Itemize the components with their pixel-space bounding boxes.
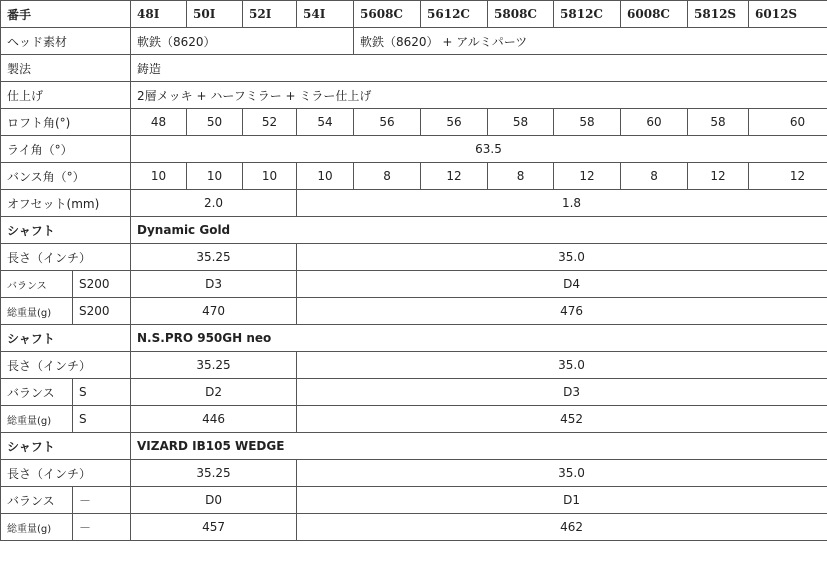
lie-row	[1, 136, 827, 163]
bounce-cell: 12	[554, 163, 621, 190]
model-cell: 5808C	[488, 1, 554, 28]
flex-cell: －	[73, 487, 131, 514]
head-material-iron: 軟鉄（8620）	[131, 28, 354, 55]
lie-value: 63.5	[131, 136, 827, 163]
model-cell: 50I	[187, 1, 243, 28]
row-label: バランス	[1, 379, 73, 406]
shaft-name: Dynamic Gold	[131, 217, 827, 244]
shaft-row	[1, 433, 827, 460]
balance-iron: D3	[131, 271, 297, 298]
row-label: バンス角（°）	[1, 163, 131, 190]
spec-table-body	[1, 1, 827, 541]
model-cell: 5812C	[554, 1, 621, 28]
loft-cell: 58	[488, 109, 554, 136]
flex-cell: S	[73, 379, 131, 406]
loft-cell: 52	[243, 109, 297, 136]
bounce-cell: 10	[243, 163, 297, 190]
loft-cell: 50	[187, 109, 243, 136]
header-row	[1, 1, 827, 28]
model-cell: 5612C	[421, 1, 488, 28]
bounce-row	[1, 163, 827, 190]
header-label: 番手	[1, 1, 131, 28]
weight-wedge: 462	[297, 514, 827, 541]
loft-cell: 56	[354, 109, 421, 136]
offset-iron: 2.0	[131, 190, 297, 217]
model-cell: 6008C	[621, 1, 688, 28]
row-label: ロフト角(°)	[1, 109, 131, 136]
length-iron: 35.25	[131, 352, 297, 379]
model-cell: 48I	[131, 1, 187, 28]
loft-row	[1, 109, 827, 136]
length-row	[1, 244, 827, 271]
weight-row	[1, 514, 827, 541]
weight-row	[1, 406, 827, 433]
loft-cell: 58	[554, 109, 621, 136]
loft-cell: 48	[131, 109, 187, 136]
bounce-cell: 12	[688, 163, 749, 190]
method-value: 鋳造	[131, 55, 827, 82]
flex-cell: S	[73, 406, 131, 433]
loft-cell: 54	[297, 109, 354, 136]
row-label: 総重量(g)	[1, 406, 73, 433]
length-wedge: 35.0	[297, 460, 827, 487]
weight-wedge: 452	[297, 406, 827, 433]
weight-iron: 470	[131, 298, 297, 325]
bounce-cell: 10	[297, 163, 354, 190]
flex-cell: S200	[73, 271, 131, 298]
shaft-name: VIZARD IB105 WEDGE	[131, 433, 827, 460]
length-iron: 35.25	[131, 244, 297, 271]
row-label: ライ角（°）	[1, 136, 131, 163]
row-label: 製法	[1, 55, 131, 82]
row-label: オフセット(mm)	[1, 190, 131, 217]
model-cell: 5812S	[688, 1, 749, 28]
row-label: シャフト	[1, 325, 131, 352]
head-material-row	[1, 28, 827, 55]
method-row	[1, 55, 827, 82]
loft-cell: 56	[421, 109, 488, 136]
balance-row	[1, 271, 827, 298]
loft-cell: 58	[688, 109, 749, 136]
balance-iron: D2	[131, 379, 297, 406]
row-label: シャフト	[1, 433, 131, 460]
balance-wedge: D4	[297, 271, 827, 298]
row-label: 総重量(g)	[1, 298, 73, 325]
model-cell: 6012S	[749, 1, 827, 28]
head-material-wedge: 軟鉄（8620） + アルミパーツ	[354, 28, 827, 55]
balance-iron: D0	[131, 487, 297, 514]
weight-iron: 457	[131, 514, 297, 541]
bounce-cell: 8	[488, 163, 554, 190]
bounce-cell: 8	[354, 163, 421, 190]
shaft-row	[1, 325, 827, 352]
bounce-cell: 10	[187, 163, 243, 190]
balance-wedge: D1	[297, 487, 827, 514]
row-label: シャフト	[1, 217, 131, 244]
model-cell: 5608C	[354, 1, 421, 28]
offset-wedge: 1.8	[297, 190, 827, 217]
model-cell: 52I	[243, 1, 297, 28]
bounce-cell: 10	[131, 163, 187, 190]
row-label: 長さ（インチ）	[1, 352, 131, 379]
length-iron: 35.25	[131, 460, 297, 487]
finish-value: 2層メッキ + ハーフミラー + ミラー仕上げ	[131, 82, 827, 109]
offset-row	[1, 190, 827, 217]
loft-cell: 60	[749, 109, 827, 136]
row-label: バランス	[1, 487, 73, 514]
weight-row	[1, 298, 827, 325]
row-label: 長さ（インチ）	[1, 460, 131, 487]
model-cell: 54I	[297, 1, 354, 28]
bounce-cell: 12	[749, 163, 827, 190]
finish-row	[1, 82, 827, 109]
weight-iron: 446	[131, 406, 297, 433]
shaft-name: N.S.PRO 950GH neo	[131, 325, 827, 352]
row-label: 仕上げ	[1, 82, 131, 109]
loft-cell: 60	[621, 109, 688, 136]
flex-cell: S200	[73, 298, 131, 325]
length-row	[1, 352, 827, 379]
shaft-row	[1, 217, 827, 244]
flex-cell: －	[73, 514, 131, 541]
bounce-cell: 8	[621, 163, 688, 190]
length-wedge: 35.0	[297, 244, 827, 271]
length-wedge: 35.0	[297, 352, 827, 379]
row-label: ヘッド素材	[1, 28, 131, 55]
row-label: 長さ（インチ）	[1, 244, 131, 271]
balance-wedge: D3	[297, 379, 827, 406]
weight-wedge: 476	[297, 298, 827, 325]
balance-row	[1, 487, 827, 514]
balance-row	[1, 379, 827, 406]
bounce-cell: 12	[421, 163, 488, 190]
row-label: 総重量(g)	[1, 514, 73, 541]
row-label: バランス	[1, 271, 73, 298]
length-row	[1, 460, 827, 487]
